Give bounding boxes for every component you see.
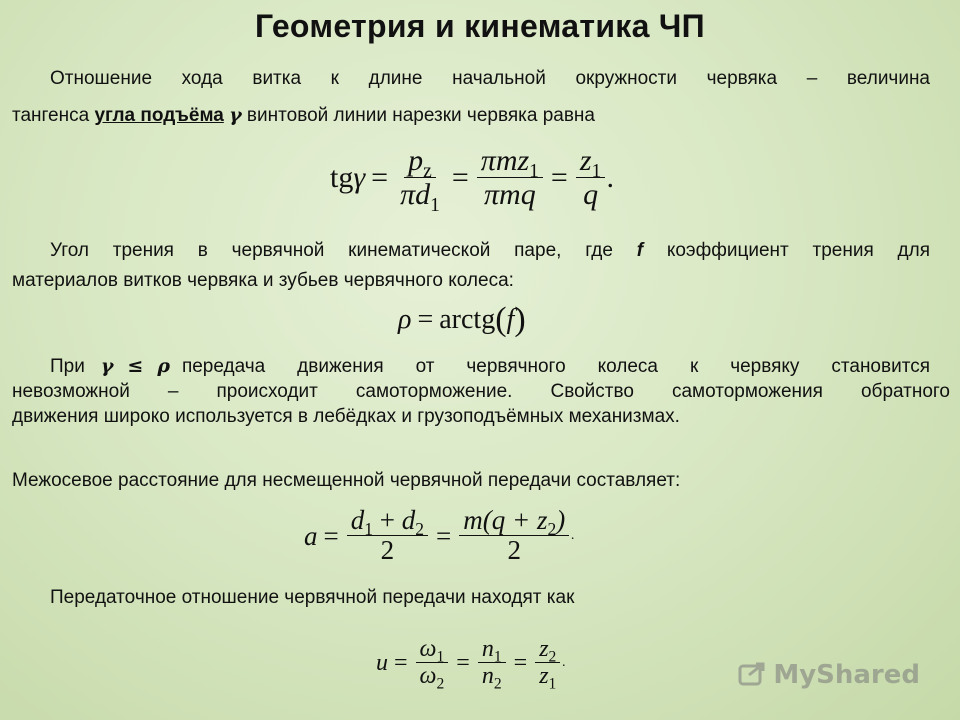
equals-sign: = [451, 161, 469, 194]
fraction-pimz1-pimq: $\frac{\pi mz_1}{\text{πmq}}$ [477, 145, 543, 211]
selflock-line-2: невозможной – происходит самоторможение. Свойство самоторможения обратного [12, 381, 950, 402]
intro-line-2-post: винтовой линии нарезки червяка равна [241, 105, 595, 126]
gamma-var: γ [353, 161, 366, 194]
fraction-omega1-omega2: $\frac{\omega_1}{\omega_2}$ [416, 637, 449, 690]
f-var: f [506, 304, 515, 335]
period: . [607, 161, 615, 194]
u-var: u [376, 649, 388, 676]
fraction-mqz2-2: $\frac{m(q + z_2)}{2}$ [459, 506, 569, 565]
myshared-text: MyShared [773, 660, 920, 690]
gear-ratio-text: Передаточное отношение червячной передачи находят как [50, 587, 575, 608]
selflock-line-3: движения широко используется в лебёдках и грузоподъёмных механизмах. [12, 406, 680, 427]
tg-function: tg [330, 161, 354, 194]
page-title: Геометрия и кинематика ЧП [255, 8, 705, 44]
formula-friction-angle: ρ = arctg ( f ) [398, 301, 526, 338]
fraction-d1d2-2: $\frac{d_1 + d_2}{2}$ [347, 506, 428, 565]
equals-sign: = [323, 520, 339, 551]
formula-gear-ratio [376, 630, 566, 696]
intro-line-2-pre: тангенса [12, 105, 95, 126]
period: . [562, 655, 566, 670]
formula-lead-angle [330, 140, 615, 216]
formula-center-distance [304, 500, 575, 572]
equals-sign: = [456, 649, 470, 676]
gamma-symbol: γ [229, 104, 242, 126]
friction-coef-f: f [636, 240, 644, 261]
myshared-logo-icon [737, 660, 767, 690]
equals-sign: = [550, 161, 568, 194]
intro-line-1: Отношение хода витка к длине начальной окружности червяка – величина [50, 68, 930, 89]
equals-sign: = [513, 649, 528, 676]
friction-line-1: Угол трения в червячной кинематической паре, где f коэффициент трения для [50, 240, 931, 261]
rho-var: ρ [398, 304, 412, 335]
friction-line-2: материалов витков червяка и зубьев червячного колеса: [12, 270, 514, 291]
selflock-line-1: При γ ≤ ρ передача движения от червячного колеса к червяку становится [50, 355, 930, 377]
a-var: a [304, 520, 318, 551]
intro-line-2 [12, 103, 912, 128]
myshared-watermark [737, 660, 920, 690]
lead-angle-link[interactable]: угла подъёма [94, 105, 224, 126]
fraction-pz-pid1: $\frac{p_z}{\pi d_1}$ [400, 144, 440, 216]
equals-sign: = [417, 304, 434, 335]
equals-sign: = [436, 520, 452, 551]
center-distance-text: Межосевое расстояние для несмещенной червячной передачи составляет: [12, 470, 681, 491]
fraction-z1-q: $\frac{z_1}{q}$ [576, 145, 605, 211]
equals-sign: = [394, 649, 408, 676]
equals-sign: = [371, 161, 389, 194]
period: . [571, 528, 575, 543]
arctg-function: arctg [439, 304, 496, 335]
fraction-n1-n2: $\frac{n_1}{n_2}$ [478, 637, 506, 690]
fraction-z2-z1: $\frac{z_2}{z_1}$ [535, 637, 560, 690]
